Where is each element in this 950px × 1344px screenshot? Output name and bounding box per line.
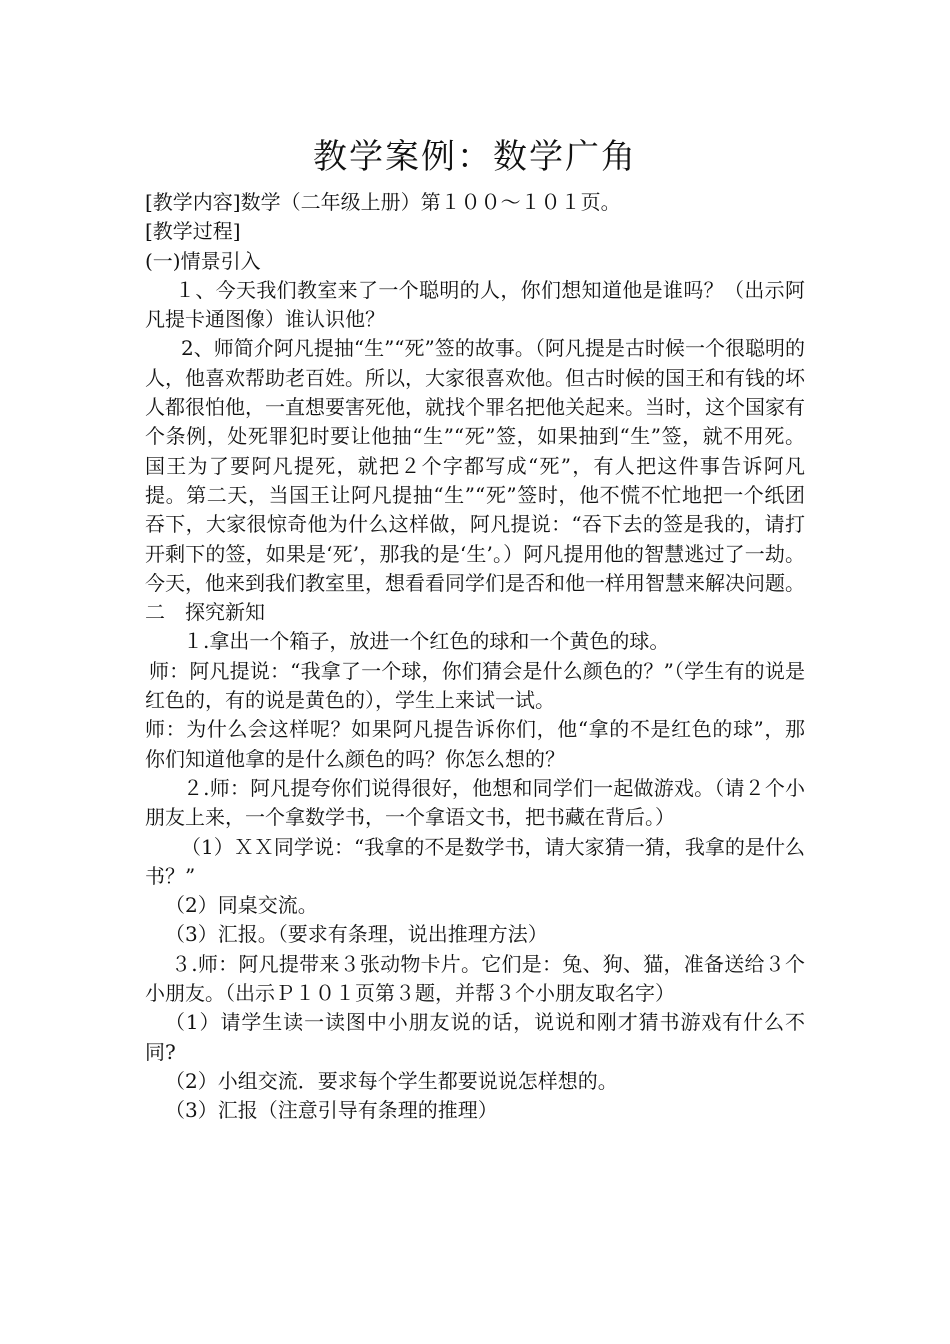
paragraph: （2）小组交流．要求每个学生都要说说怎样想的。 [165, 1068, 618, 1093]
paragraph: （3）汇报。（要求有条理，说出推理方法） [165, 922, 548, 947]
paragraph: 师：为什么会这样呢？如果阿凡提告诉你们，他“拿的不是红色的球”，那你们知道他拿的是什么颜色的吗？你怎么想的？ [145, 717, 805, 771]
paragraph: [教学过程] [145, 219, 241, 244]
paragraph: （1）ＸＸ同学说：“我拿的不是数学书，请大家猜一猜，我拿的是什么书？” [145, 834, 805, 888]
paragraph: 2、师简介阿凡提抽“生”“死”签的故事。（阿凡提是古时候一个很聪明的人，他喜欢帮助老百姓。所以，大家很喜欢他。但古时候的国王和有钱的坏人都很怕他，一直想要害死他，就找个罪名把他关起来。当时，这个国家有个条例，处死罪犯时要让他抽“生”“死”签，如果抽到“生”签，就不用死。国王为了要阿凡提死，就把２个字都写成“死”，有人把这件事告诉阿凡提。第二天，当国王让阿凡提抽“生”“死”签时，他不慌不忙地把一个纸团吞下，大家很惊奇他为什么这样做，阿凡提说：“吞下去的签是我的，请打开剩下的签，如果是‘死’，那我的是‘生’。）阿凡提用他的智慧逃过了一劫。今天，他来到我们教室里，想看看同学们是否和他一样用智慧来解决问题。 [145, 336, 805, 595]
paragraph: ２.师：阿凡提夸你们说得很好，他想和同学们一起做游戏。（请２个小朋友上来，一个拿数学书，一个拿语文书，把书藏在背后。） [145, 775, 805, 830]
section-heading: 二 探究新知 [145, 600, 265, 625]
paragraph: （2）同桌交流。 [165, 893, 318, 918]
document-title: 教学案例：数学广角 [313, 137, 637, 177]
paragraph: （3）汇报（注意引导有条理的推理） [165, 1098, 498, 1123]
paragraph: 师：阿凡提说：“我拿了一个球，你们猜会是什么颜色的？”（学生有的说是红色的，有的说是黄色的），学生上来试一试。 [145, 658, 805, 713]
paragraph: （1）请学生读一读图中小朋友说的话，说说和刚才猜书游戏有什么不同? [145, 1010, 805, 1064]
paragraph: ３.师：阿凡提带来３张动物卡片。它们是：兔、狗、猫，准备送给３个小朋友。（出示Ｐ１０１页第３题，并帮３个小朋友取名字） [145, 951, 805, 1006]
paragraph: (一)情景引入 [145, 248, 261, 273]
paragraph: [教学内容]数学（二年级上册）第１００～１０１页。 [145, 190, 621, 214]
document-page [145, 128, 805, 1126]
paragraph: １、今天我们教室来了一个聪明的人，你们想知道他是谁吗？（出示阿凡提卡通图像）谁认识他？ [145, 277, 805, 332]
paragraph: １.拿出一个箱子，放进一个红色的球和一个黄色的球。 [183, 629, 670, 654]
